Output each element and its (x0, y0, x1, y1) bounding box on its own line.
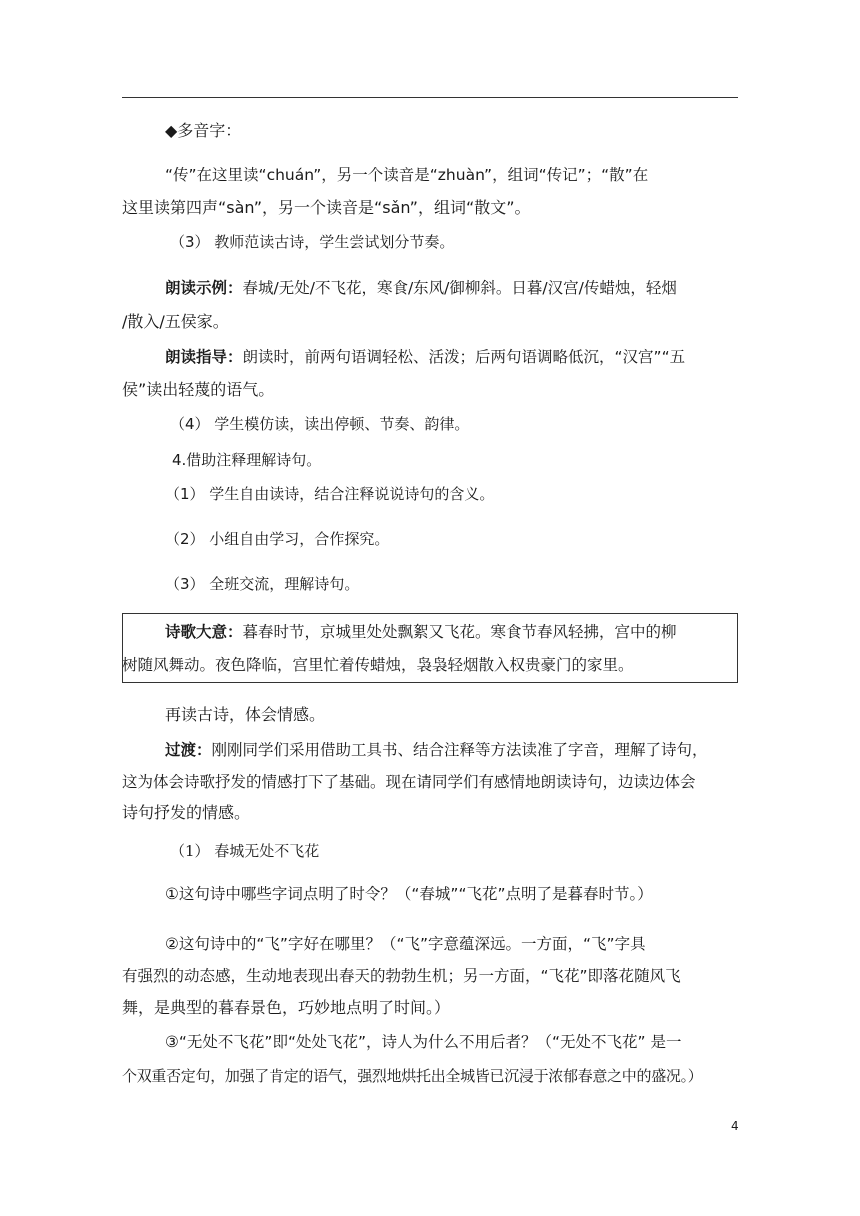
transition-line-2: 这为体会诗歌抒发的情感打下了基础。现在请同学们有感情地朗读诗句，边读边体会 (122, 773, 696, 791)
step-4: （4） 学生模仿读，读出停顿、节奏、韵律。 (170, 415, 470, 433)
reading-guide-text-1: 朗读时，前两句语调轻松、活泼；后两句语调略低沉，“汉宫”“五 (242, 348, 686, 366)
poem-meaning-label: 诗歌大意： (165, 623, 243, 641)
question-3-line-1: ③“无处不飞花”即“处处飞花”，诗人为什么不用后者？（“无处不飞花” 是一 (165, 1033, 682, 1051)
header-rule (122, 97, 738, 98)
question-1: ①这句诗中哪些字词点明了时令？（“春城”“飞花”点明了是暮春时节。） (165, 885, 653, 903)
section-4: 4.借助注释理解诗句。 (172, 451, 322, 469)
step-3: （3） 教师范读古诗，学生尝试划分节奏。 (170, 233, 455, 251)
transition-line-1 (165, 740, 708, 760)
poem-meaning-line-2: 树随风舞动。夜色降临，宫里忙着传蜡烛，袅袅轻烟散入权贵豪门的家里。 (122, 656, 634, 674)
question-2-line-1: ②这句诗中的“飞”字好在哪里？（“飞”字意蕴深远。一方面，“飞”字具 (165, 935, 646, 953)
transition-label: 过渡： (165, 741, 212, 759)
reading-example-text-1: 春城/无处/不飞花，寒食/东风/御柳斜。日暮/汉宫/传蜡烛，轻烟 (242, 279, 677, 297)
reading-example-line-1 (165, 278, 677, 298)
sub-step-3: （3） 全班交流，理解诗句。 (165, 575, 360, 593)
reading-guide-line-2: 侯”读出轻蔑的语气。 (122, 380, 275, 399)
poem-meaning-text-1: 暮春时节，京城里处处飘絮又飞花。寒食节春风轻拂，宫中的柳 (242, 623, 677, 641)
sub-step-1: （1） 学生自由读诗，结合注释说说诗句的含义。 (165, 485, 495, 503)
polyphone-line-1: “传”在这里读“chuán”，另一个读音是“zhuàn”，组词“传记”；“散”在 (165, 166, 649, 184)
question-2-line-2: 有强烈的动态感，生动地表现出春天的勃勃生机；另一方面，“飞花”即落花随风飞 (122, 967, 681, 985)
reading-guide-label: 朗读指导： (165, 348, 243, 366)
poem-meaning-line-1 (165, 622, 677, 642)
polyphone-heading: ◆多音字： (165, 121, 242, 140)
transition-line-3: 诗句抒发的情感。 (122, 803, 251, 822)
page-number: 4 (731, 1119, 739, 1133)
question-2-line-3: 舞，是典型的暮春景色，巧妙地点明了时间。） (122, 998, 451, 1017)
transition-text-1: 刚刚同学们采用借助工具书、结合注释等方法读准了字音，理解了诗句， (211, 741, 708, 759)
question-3-line-2: 个双重否定句，加强了肯定的语气，强烈地烘托出全城皆已沉浸于浓郁春意之中的盛况。） (122, 1067, 703, 1085)
sub-step-2: （2） 小组自由学习，合作探究。 (165, 530, 390, 548)
polyphone-line-2: 这里读第四声“sàn”，另一个读音是“sǎn”，组词“散文”。 (122, 198, 531, 217)
reading-guide-line-1 (165, 347, 685, 367)
verse-1: （1） 春城无处不飞花 (170, 842, 320, 860)
reading-example-line-2: /散入/五侯家。 (122, 312, 229, 331)
reread-line: 再读古诗，体会情感。 (165, 705, 326, 724)
reading-example-label: 朗读示例： (165, 279, 243, 297)
